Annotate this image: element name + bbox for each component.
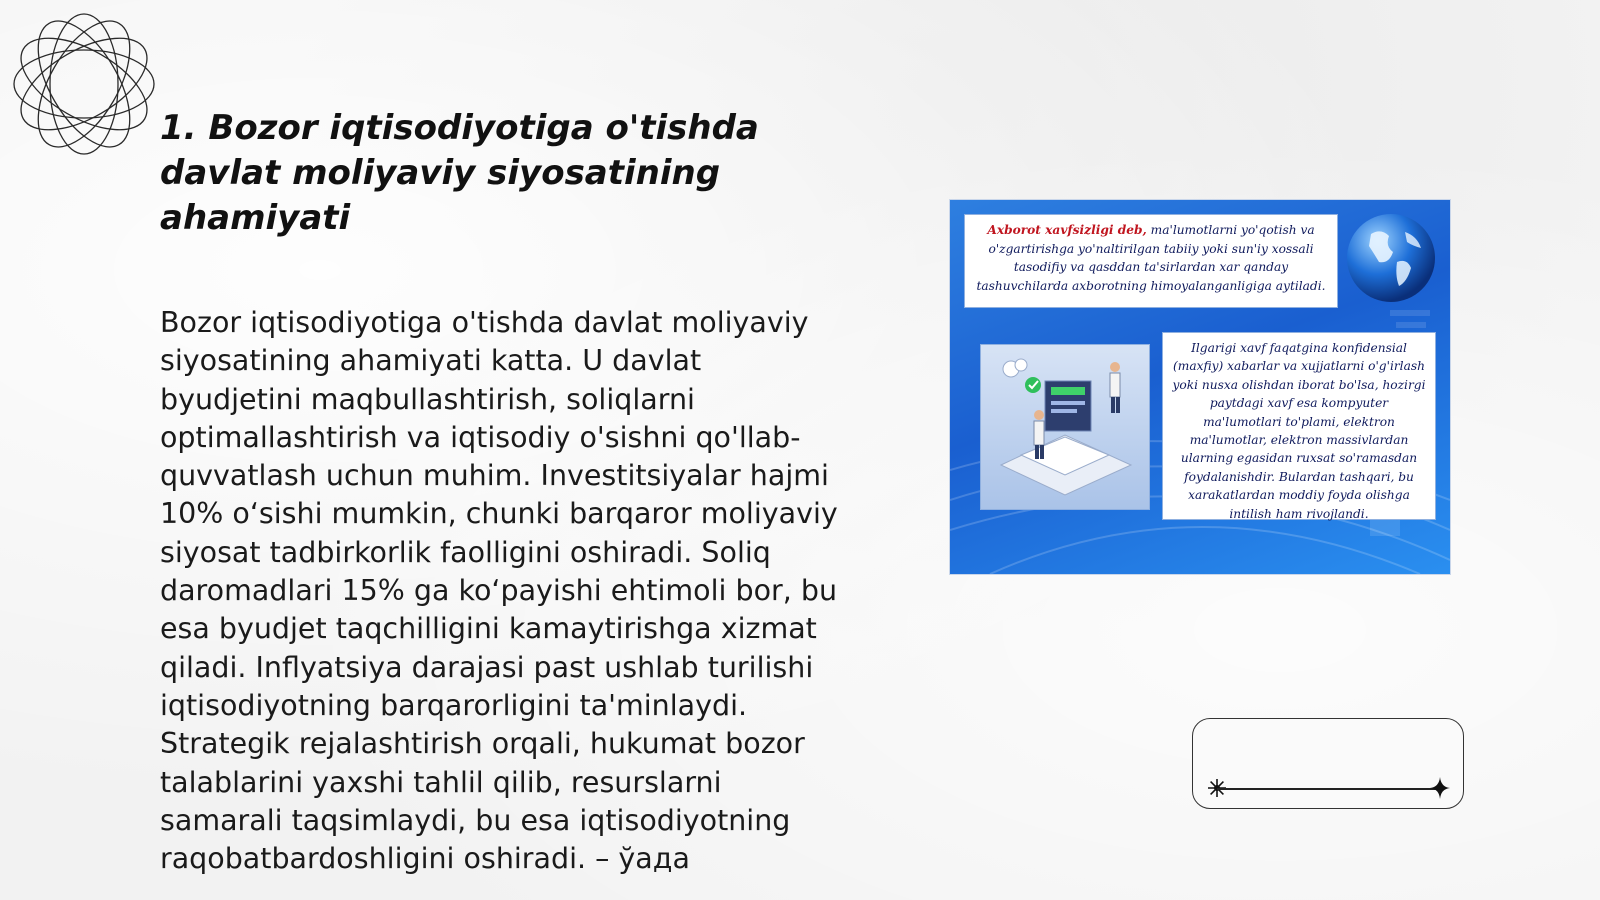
plus-star-icon	[1430, 777, 1450, 799]
definition-text: ma'lumotlarni yo'qotish va o'zgartirishga yo'naltirilgan tabiiy yoki sun'iy xossali tasodifiy va qasddan ta'sirlardan xar qanday tashuvchilarda axborotning himoyalanganligiga aytiladi.	[976, 223, 1326, 293]
slider-track	[1217, 788, 1439, 790]
threat-text-box: Ilgarigi xavf faqatgina konfidensial (maxfiy) xabarlar va xujjatlarni o'g'irlash yoki nusxa olishdan iborat bo'lsa, hozirgi paytdagi xavf esa kompyuter ma'lumotlari to'plami, elektron ma'lumotlar, elektron massivlardan ularning egasidan ruxsat so'ramasdan foydalanishdir. Bulardan tashqari, bu xarakatlardan moddiy foyda olishga intilish ham rivojlandi.	[1162, 332, 1436, 520]
orbit-logo-icon	[10, 10, 158, 158]
info-security-image	[950, 200, 1450, 574]
definition-text-box	[964, 214, 1338, 308]
people-at-screen-illustration	[981, 345, 1149, 509]
security-illustration	[980, 344, 1150, 510]
slide-body-text: Bozor iqtisodiyotiga o'tishda davlat moliyaviy siyosatining ahamiyati katta. U davlat byudjetini maqbullashtirish, soliqlarni optimallashtirish va iqtisodiy o'sishni qo'llab-quvvatlash uchun muhim. Investitsiyalar hajmi 10% oʻsishi mumkin, chunki barqaror moliyaviy siyosat tadbirkorlik faolligini oshiradi. Soliq daromadlari 15% ga koʻpayishi ehtimoli bor, bu esa byudjet taqchilligini kamaytirishga xizmat qiladi. Inflyatsiya darajasi past ushlab turilishi iqtisodiyotning barqarorligini ta'minlaydi. Strategik rejalashtirish orqali, hukumat bozor talablarini yaxshi tahlil qilib, resurslarni samarali taqsimlaydi, bu esa iqtisodiyotning raqobatbardoshligini oshiradi. – ўада	[160, 306, 838, 876]
globe-icon	[1345, 212, 1437, 304]
definition-highlight: Axborot xavfsizligi deb,	[987, 223, 1147, 237]
slide-title: 1. Bozor iqtisodiyotiga o'tishda davlat moliyaviy siyosatining ahamiyati	[160, 108, 759, 238]
decorative-slider-card	[1192, 718, 1464, 809]
